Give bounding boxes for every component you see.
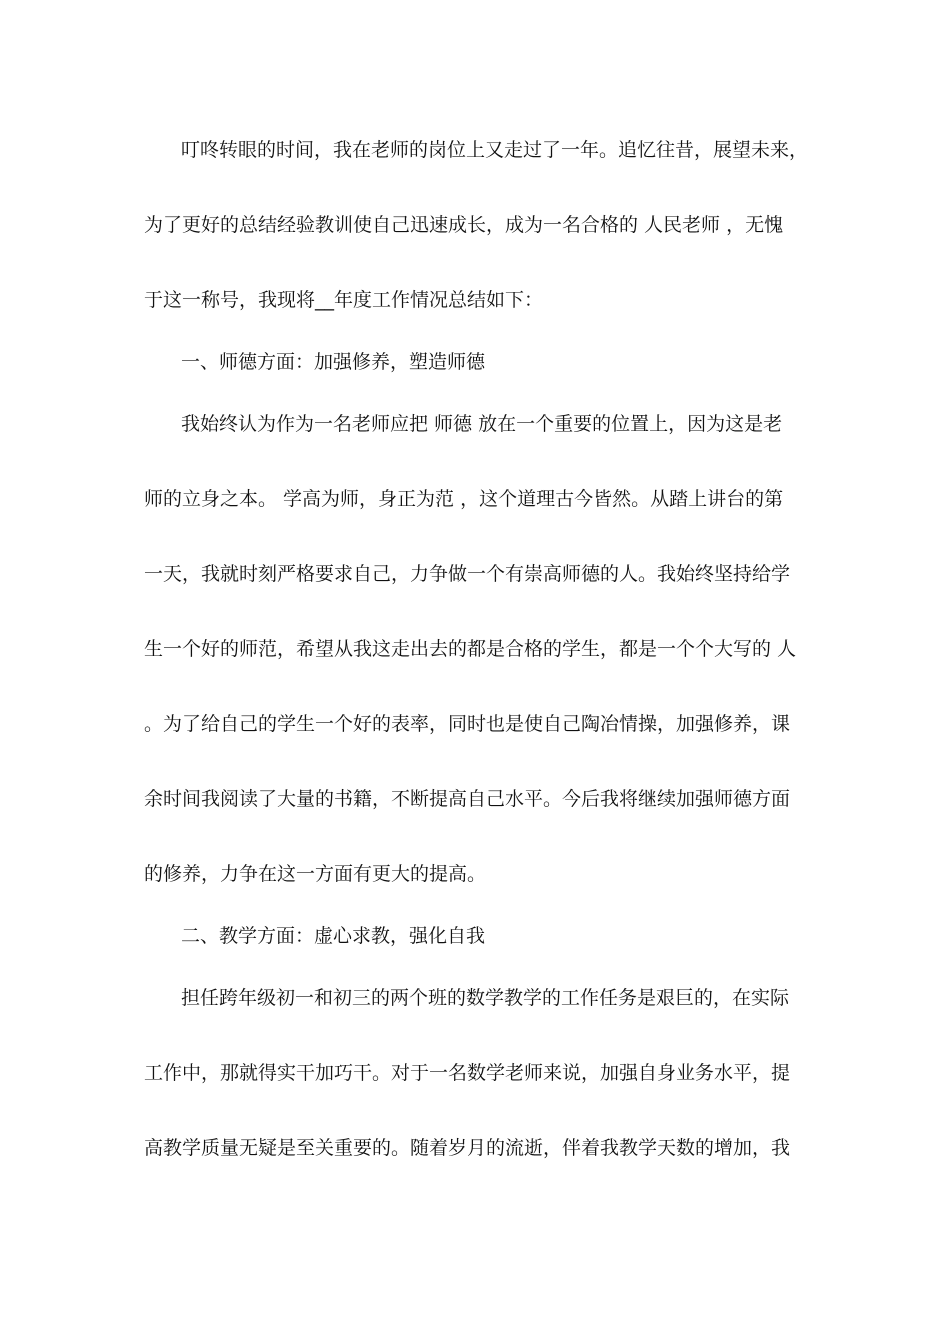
paragraph-line: 叮咚转眼的时间，我在老师的岗位上又走过了一年。追忆往昔，展望未来， (181, 139, 809, 161)
paragraph-line: 担任跨年级初一和初三的两个班的数学教学的工作任务是艰巨的，在实际 (181, 987, 790, 1009)
section-heading: 一、师德方面：加强修养，塑造师德 (181, 351, 486, 373)
paragraph-line: 一天，我就时刻严格要求自己，力争做一个有崇高师德的人。我始终坚持给学 (144, 563, 791, 585)
section-heading: 二、教学方面：虚心求教，强化自我 (181, 925, 486, 947)
paragraph-line: 余时间我阅读了大量的书籍，不断提高自己水平。今后我将继续加强师德方面 (144, 788, 791, 810)
paragraph-line: 生一个好的师范，希望从我这走出去的都是合格的学生，都是一个个大写的 人 (144, 638, 797, 660)
paragraph-line: 我始终认为作为一名老师应把 师德 放在一个重要的位置上，因为这是老 (181, 413, 783, 435)
paragraph-line: 的修养，力争在这一方面有更大的提高。 (144, 863, 487, 885)
paragraph-line: 为了更好的总结经验教训使自己迅速成长，成为一名合格的 人民老师 ，无愧 (144, 214, 784, 236)
paragraph-line: 师的立身之本。 学高为师，身正为范 ，这个道理古今皆然。从踏上讲台的第 (144, 488, 784, 510)
paragraph-line: 工作中，那就得实干加巧干。对于一名数学老师来说，加强自身业务水平，提 (144, 1062, 791, 1084)
paragraph-line: 高教学质量无疑是至关重要的。随着岁月的流逝，伴着我教学天数的增加，我 (144, 1137, 791, 1159)
paragraph-line: 。为了给自己的学生一个好的表率，同时也是使自己陶冶情操，加强修养，课 (144, 713, 791, 735)
paragraph-line: 于这一称号，我现将__年度工作情况总结如下： (144, 289, 544, 311)
